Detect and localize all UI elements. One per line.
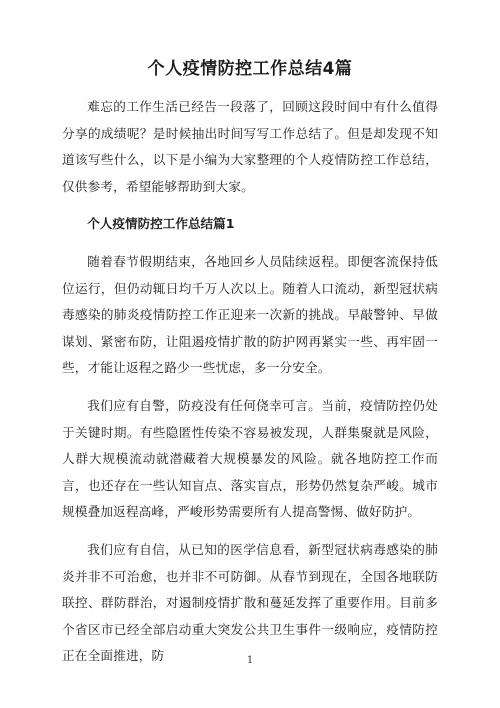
page-title: 个人疫情防控工作总结4篇	[147, 59, 353, 79]
body-paragraph-3: 我们应有自信，从已知的医学信息看，新型冠状病毒感染的肺炎并非不可治愈，也并非不可防御。从春节到现在，全国各地联防联控、群防群治，对遏制疫情扩散和蔓延发挥了重要作用。目前多个省区市已经全部启动重大突发公共卫生事件一级响应，疫情防控正在全面推进，防	[62, 541, 438, 664]
body-paragraph-2: 我们应有自警，防疫没有任何侥幸可言。当前，疫情防控仍处于关键时期。有些隐匿性传染不容易被发现，人群集聚就是风险，人群大规模流动就潜藏着大规模暴发的风险。就各地防控工作而言，也还存在一些认知盲点、落实盲点，形势仍然复杂严峻。城市规模叠加返程高峰，严峻形势需要所有人提高警惕、做好防护。	[62, 397, 438, 520]
page-number: 1	[246, 655, 254, 666]
document-body	[62, 94, 438, 670]
section-heading: 个人疫情防控工作总结篇1	[87, 216, 235, 232]
intro-paragraph: 难忘的工作生活已经告一段落了，回顾这段时间中有什么值得分享的成绩呢？是时候抽出时间写写工作总结了。但是却发现不知道该写些什么，以下是小编为大家整理的个人疫情防控工作总结，仅供参考，希望能够帮助到大家。	[62, 99, 438, 194]
body-paragraph-1: 随着春节假期结束，各地回乡人员陆续返程。即便客流保持低位运行，但仍动辄日均千万人次以上。随着人口流动，新型冠状病毒感染的肺炎疫情防控工作正迎来一次新的挑战。早敲警钟、早做谋划、紧密布防，让阻遏疫情扩散的防护网再紧实一些、再牢固一些，才能让返程之路少一些忧虑，多一分安全。	[62, 253, 438, 376]
